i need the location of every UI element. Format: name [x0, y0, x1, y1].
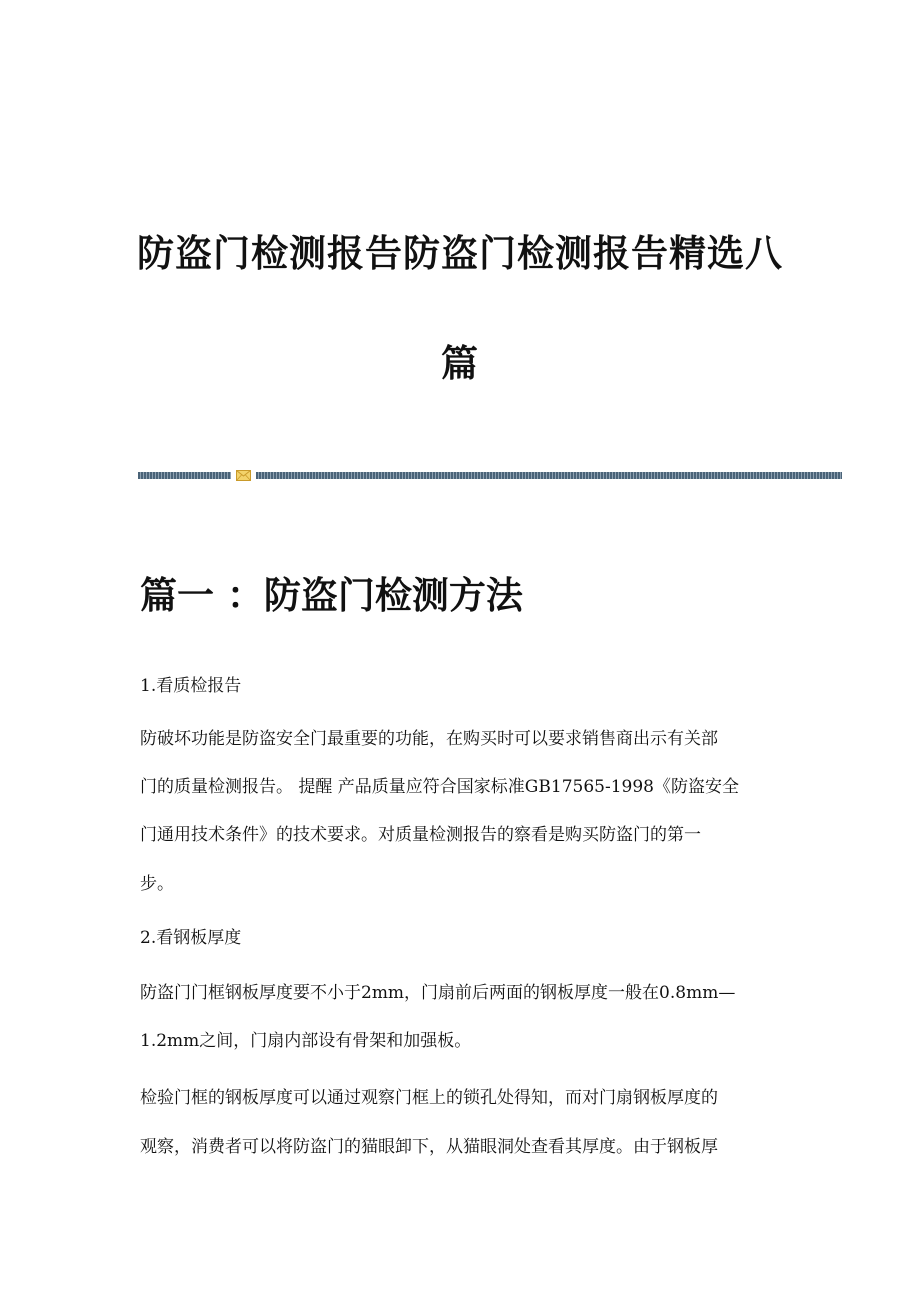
document-title-line-1: 防盗门检测报告防盗门检测报告精选八: [137, 231, 783, 275]
divider-bar-right: [256, 472, 842, 479]
subheading-steel-thickness: 2.看钢板厚度: [140, 928, 242, 948]
paragraph-line: 检验门框的钢板厚度可以通过观察门框上的锁孔处得知，而对门扇钢板厚度的: [140, 1088, 718, 1108]
paragraph-line: 门通用技术条件》的技术要求。对质量检测报告的察看是购买防盗门的第一: [140, 825, 701, 845]
paragraph-line: 1.2mm之间，门扇内部设有骨架和加强板。: [140, 1031, 472, 1051]
paragraph-line: 防破坏功能是防盗安全门最重要的功能，在购买时可以要求销售商出示有关部: [140, 729, 718, 749]
paragraph-line: 步。: [140, 874, 174, 894]
paragraph-line: 门的质量检测报告。 提醒 产品质量应符合国家标准GB17565-1998《防盗安全: [140, 777, 739, 797]
divider-bar-left: [138, 472, 231, 479]
envelope-ornament-icon: [236, 470, 251, 481]
document-title: [100, 198, 820, 418]
paragraph-line: 防盗门门框钢板厚度要不小于2mm，门扇前后两面的钢板厚度一般在0.8mm—: [140, 983, 736, 1003]
subheading-quality-report: 1.看质检报告: [140, 676, 242, 696]
paragraph-line: 观察，消费者可以将防盗门的猫眼卸下，从猫眼洞处查看其厚度。由于钢板厚: [140, 1137, 718, 1157]
document-title-line-2: 篇: [441, 341, 479, 385]
section-heading: 篇一 ：防盗门检测方法: [140, 573, 523, 617]
title-divider: [138, 470, 842, 480]
